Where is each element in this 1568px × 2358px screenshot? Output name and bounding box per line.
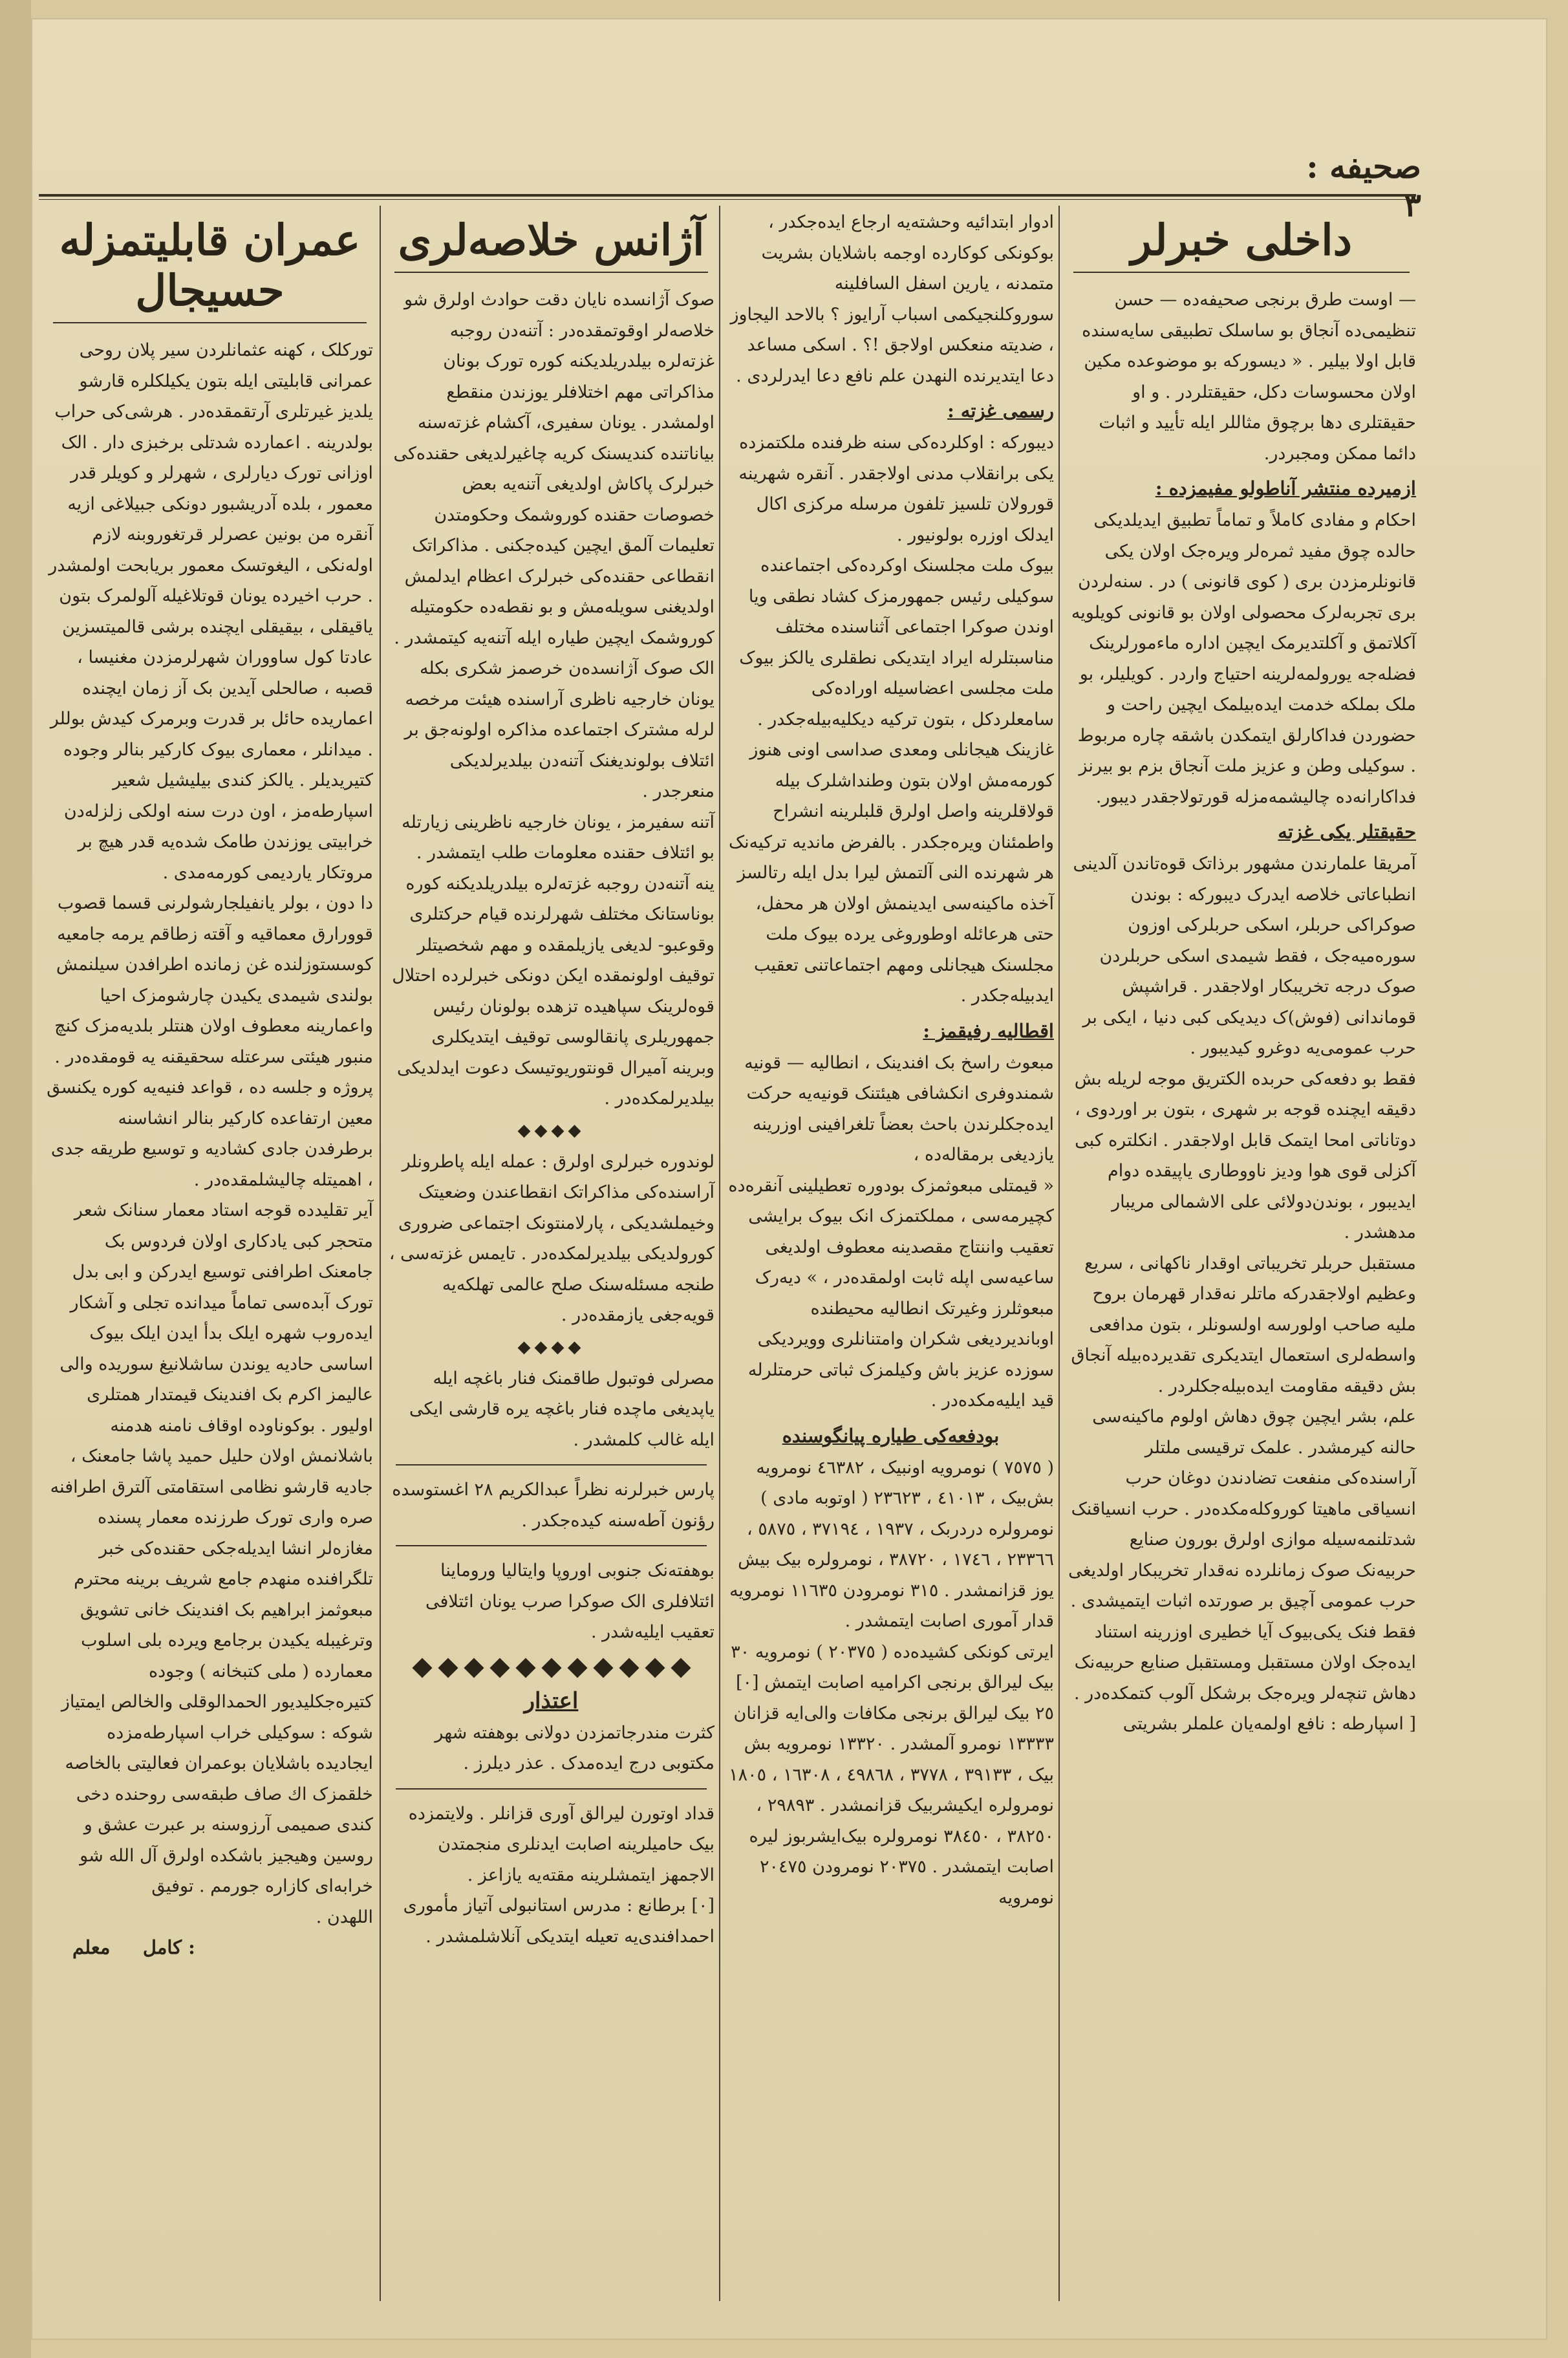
article-paragraph: آیر تقلیدده قوجه استاد معمار سنانک شعر متحجر کبی یادکاری اولان فردوس بک جامعنک اطرافنی توسیع ایدرکن و ابی بدل تورک آبده‌سی تماماً میدانده تجلی و آشکار ایده‌روب شهره ایلک بدأ ایدن ایلک بیوک اساسی حادیه یوندن ساشلانیغ سوریده والی عالیمز اکرم بک افندینک قیمتدار همتلری اولیور . بوکوناوده اوقاف نامنه هدمنه باشلانمش اولان حلیل حمید پاشا جامعنک ، جادیه قارشو نظامی استقامتی آلترق اطرافنه صره واری تورک طرزنده معمار پسنده مغازه‌لر انشا ایدیله‌جکی حقنده‌کی خبر تلگرافنده منهدم جامع شریف برینه محترم مبعوثمز ابراهیم بک افندینک خانی تشویق وترغیبله یکیدن برجامع ویرده بلی اسلوب معمارده ( ملی کتبخانه ) وجوده کتیره‌جکلیدیور الحمدالوقلی والخالص ایمتیاز شوکه : سوکیلی خراب اسپارطه‌مزده ایجادیده باشلایان بوعمران فعالیتی بالخاصه خلقمزک اك صاف طبقه‌سی روحنده دخی کندی صمیمی آرزوسنه بر عبرت عشق و روسین وهیجیز باشکده اولرق آل الله شو خرابه‌ای کازاره جورمم . توفیق [50,1200,373,1896]
diamond-ornament [541,1658,561,1678]
column-umran [47,207,373,1958]
article-paragraph: — اوست طرق برنجی صحیفه‌ده — حسن تنظیمی‌ده آنجاق بو ساسلک تطبیقی سایه‌سنده قابل اولا بیلیر . « دیسورکه بو موضوعده مکین اولان محسوسات دکل، حقیقتلردر . و او حقیقتلری دها برچوق مثاللر ایله تأیید و اثبات دائما ممکن ومجبردر. [1082,290,1416,464]
diamond-ornament [464,1658,484,1678]
article-paragraph: پارس خبرلرنه نظراً عبدالکریم ٢٨ اغستوسده رؤنون آطه‌سنه کیده‌جکدر . [392,1480,714,1531]
article-paragraph: آمریقا علمارندن مشهور برذاتک قوه‌تاندن آلدینی انطباعاتی خلاصه ایدرک دیبورکه : بوندن صوکراکی حربلر، اسکی حربلرکی اوزون سوره‌میه‌جک ، فقط شیمدی اسکی حربلردن صوک درجه‌ تخریبکار اولاجقدر . قراشپش قوماندانی (فوش)ک دیدیکی کبی دنیا ، ایکی بر حرب عمومی‌یه دوغرو کیدیبور . [1073,854,1416,1058]
section-rule [396,1545,707,1546]
article-paragraph: ادوار ابتدائیه وحشته‌یه ارجاع ایده‌جکدر ، بوکونکی کوکارده اوجمه باشلایان بشریت متمدنه ، یارین اسفل‌ السافلینه سوروکلنجیکمی اسباب آرایوز ؟ بالاحد الیجاوز ، ضدیته منعکس اولاجق !؟ . اسکی مساعد دعا ایتدیرنده النهدن علم نافع دعا ایدرلردی . [730,212,1054,386]
article-paragraph: احکام و مفادی کاملاً و تماماً تطبیق ایدیلدیکی حالده چوق مفید ثمره‌لر ویره‌جک اولان یکی قانونلرمزدن بری ( کوی قانونی ) در . سنه‌لردن بری تجربه‌لرک محصولی اولان بو قانونی کویلویه آکلاتمق و آکلتدیرمک ایچین اداره ماءمورلرینک فضله‌جه یورولمه‌لرینه احتیاج واردر . کویلیلر، بو ملک بملکه خدمت ایده‌بیلمک ایچین راحت و حضوردن فداکارلق ایتمکدن باشقه چاره مربوط . سوکیلی وطن و عزیز ملت آنجاق بزم بو بیرنز فداکارانه‌ده چالیشمه‌مزله قورتولاجقدر دیبور. [1071,510,1416,807]
author-signature [47,1936,373,1958]
column-divider-1 [1058,206,1060,2301]
article-subheading: ازمیرده منتشر آناطولو مفیمزده : [1155,477,1416,499]
diamond-ornament [593,1658,613,1678]
signature-label: معلم : [72,1936,195,1958]
article-paragraph: بیوک ملت مجلسنک اوکرده‌کی اجتماعنده سوکیلی رئیس جمهورمزک کشاد نطقی ویا اوندن صوکرا اجتماعی آثناسنده مختلف مناسبتلرله ایراد ایتدیکی نطقلری‌ یالکز بیوک ملت مجلسی اعضاسیله اوراده‌کی سامعلردکل ، بتون ترکیه دیکلیه‌بیله‌جکدر . غازینک هیجانلی ومعدی صداسی اونی هنوز کورمه‌مش اولان بتون وطنداشلرک بیله قولاقلرینه واصل اولرق قلبلرینه انشراح واطمئنان‌ ویره‌جکدر . بالفرض ماندیه‌ ترکیه‌نک هر شهرنده النی آلتمش لیرا بدل ایله رتالسز آخذه ماکینه‌سی ایدینمش اولان هر محفل، حتی هرعائله اوطوروغی یرده بیوک ملت مجلسنک هیجانلی ومهم اجتماعاتنی تعقیب ایدبیله‌جکدر . [729,556,1054,1006]
article-paragraph: کثرت مندرجاتمزدن دولانی بوهفته شهر مکتوبی درج ایده‌مدک . عذر دیلرز . [435,1722,714,1773]
article-paragraph: [٠] برطانع : مدرس استانبولی آتیاز مأموری احمدافندی‌یه تعیله ایتدیکی آنلاشلمشدر . [403,1896,714,1947]
title-rule [394,272,708,273]
article-paragraph: قداد اوتورن لیرالق آوری قزانلر . ولایتمزده بیک حامیلرینه اصابت ایدنلری منجمتدن الاجمهز ایتمشلرینه مقته‌یه یازاعز . [408,1803,714,1885]
article-body [727,207,1054,1913]
article-paragraph: فقط بو دفعه‌کی حربده الکتریق موجه‌ لریله بش دقیقه ایچنده قوجه بر شهری ، بتون بر اوردوی ، دوتاناتی امحا ایتمک قابل اولاجقدر . انکلتره کبی آکزلی قوی هوا ودیز ناووطاری یاپیقده دوام ایدیبور ، بوندن‌دولائی علی الاشمالی مریبار مدهشدر . [1074,1068,1416,1242]
article-paragraph: [ اسپارطه : نافع اولمه‌یان علملر بشریتی [1122,1714,1416,1734]
section-ornament: ◆◆◆◆ [517,1120,585,1140]
column-title: عمران قابلیتمزله حسیجال [59,215,361,316]
diamond-ornament [412,1658,432,1678]
article-paragraph: مبعوث راسخ بک افندینک ، انطالیه — قونیه شمندوفری انکشافی هیئتنک قونیه‌یه حرکت ایده‌جکلرندن باحث بعضاً تلغرافینی اوزرینه یازدیغی برمقاله‌ده ، [744,1052,1054,1165]
section-ornament: ◆◆◆◆ [517,1337,585,1357]
article-paragraph: ینه آتنه‌دن روجبه غزته‌لره بیلدریلدیکنه کوره بوناستانک مختلف شهرلرنده قیام حرکتلری وقوعبو- لدیغی یازیلمقده و مهم شخصیتلر توقیف اولونمقده ایکن دونکی خبرلرده احتلال قوه‌لرینک سپاهیده تزهده بولونان رئیس جمهوریلری پانقالوسی توقیف ایتدیکلری وبرینه آمیرال قونتوریوتیسک دعوت ایدلدیکی بیلدیرلمکده‌در . [392,873,714,1109]
article-paragraph: تورکلک ، کهنه عثمانلردن سیر پلان روحی عمرانی قابلیتی ایله بتون یکیلکلره قارشو یلدیز غیرتلری آرتقمقده‌در . هرشی‌کی حراب بولدرینه . اعمارده شدتلی برخبزی دار . الک اوزانی تورک دیارلری ، شهرلر و کویلر قدر معمور ، بلده آدریشبور دونکی جبیلاغی ازیه آنقره‌ من بونین عصرلر قرتغوروبنه لازم اوله‌نکی ، الیغوتسک معمور بریابحت اولمشدر . حرب اخیرده یونان قوتلاغیله آلولمرک بتون یاقیقلی ، بیقیقلی ایچنده برشی قالمیتسزین عادتا کول ساووران شهرلرمزدن مغنیسا ، قصبه ، صالحلی آیدین بک آز زمان ایچنده اعماریده حائل بر قدرت وبرمرک کیدش بوللر . میدانلر ، معماری بیوک کارکیر بنالر وجوده کتیریدیلر . یالکز کندی بیلیشیل شعیر اسپارطه‌مز ، اون درت سنه اولکی زلزله‌دن خرابیتی یوزندن طامک شده‌یه قدر هیچ بر مروتکار یاردیمی کورمه‌مدی . [48,340,373,883]
article-paragraph: آتنه سفیرمز ، یونان خارجیه ناظرینی زیارتله بو ائتلاف حقنده معلومات طلب ایتمشدر . [402,812,714,863]
article-body [47,335,373,1932]
diamond-ornament [489,1658,510,1678]
article-paragraph: ( ٧٥٧٥ ) نومرویه اونبیک ، ٤٦٣٨٢ نومرویه بش‌بیک ، ٤١٠١٣ ، ٢٣٦٢٣ ( اوتوبه مادی ) نومرولره دردربک ، ١٩٣٧ ، ٣٧١٩٤ ، ٥٨٧٥ ، ٢٣٣٦٦ ، ١٧٤٦ ، ٣٨٧٢٠ ، نومرولره بیک بیش یوز قزانمشدر . ٣١٥ نومرودن ١١٦٣٥ نومرویه قدار آموری اصابت ایتمشدر . [729,1457,1054,1631]
article-body [388,285,714,1952]
article-paragraph: « قیمتلی مبعوثمزک بودوره تعطیلینی آنقره‌ده کچیرمه‌سی ، مملکتمزک انک بیوک برایشی تعقیب واننتاج مقصدینه معطوف اولدیغی ساعیه‌سی اپله ثابت اولمقده‌در ، » دیه‌رک مبعوثلرز وغیرتک انطالیه محیطنده اوباندیردیغی شکران وامتنانلری وویردیکی سوزده عزیز باش وکیلمزک ثباتی حرمتلرله قید ایلیه‌مکده‌در . [728,1175,1054,1411]
header-rule [39,194,1416,197]
page-number: صحیفه : ٣ [1306,147,1421,224]
diamond-ornament [438,1658,458,1678]
article-paragraph: دیبورکه : اوکلرده‌کی سنه ظرفنده ملکتمزده یکی برانقلاب مدنی اولاجقدر . آنقره شهرینه قورولان تلسیز تلفون مرسله مرکزی اکال ایدلک اوزره بولونیور . [738,433,1054,545]
notice-title: اعتذار [524,1687,579,1714]
article-body [1067,285,1416,1740]
article-paragraph: صوک آژانسده نایان دقت حوادث اولرق شو خلاصه‌لر اوقوتمقده‌در : آتنه‌دن روجبه غزته‌لره بیلدریلدیکنه کوره تورک بونان مذاکراتی مهم اختلافلر یوزندن منقطع اولمشدر . یونان سفیری، آکشام غزته‌سنه بیاناتنده کندیسنک کریه چاغیرلدیغی حقنده‌کی خبرلرک پاکاش اولدیغی آتنه‌یه بعض خصوصات حقنده کوروشمک وحکومتدن تعلیمات آلمق ایچین کیده‌جکنی . مذاکراتک انقطاعی حقنده‌کی خبرلرک اعظام ایدلمش اولدیغنی سویله‌مش و بو نقطه‌ده حکومتیله کوروشمک ایچین طیاره ایله آتنه‌یه کیتمشدر . [393,290,714,648]
diamond-ornament [645,1658,665,1678]
article-paragraph: بوهفته‌نک جنوبی اوروپا وایتالیا وروماینا ائتلافلری الک صوکرا صرب یونان ائتلافی تعقیب ایلیه‌شدر . [425,1561,714,1642]
column-divider-3 [380,206,381,2301]
column-title: داخلی خبرلر [1130,215,1353,265]
article-paragraph: ایرتی کونکی کشیده‌ده ( ٢٠٣٧٥ ) نومرویه ٣٠ بیک لیرالق برنجی اکرامیه اصابت ایتمش [٠] ٢٥ بیک لیرالق برنجی مکافات والی‌ایه قزانان ١٣٣٣٣ نومرو آلمشدر . ١٣٣٢٠ نومرویه بش بیک ، ٣٩١٣٣ ، ٣٧٧٨ ، ٤٩٨٦٨ ، ١٦٣٠٨ ، ١٨٠٥ نومرولره ایکیشربیک قزانمشدر . ٢٩٨٩٣ ، ٣٨٢٥٠ ، ٣٨٤٥٠ نومرولره بیک‌ایشربوز لیره اصابت ایتمشدر . ٢٠٣٧٥ نومرودن ٢٠٤٧٥ نومرویه [729,1641,1054,1908]
signature-name: کامل [142,1936,182,1958]
page-fold-edge [0,0,31,2358]
article-paragraph: اللهدن . [316,1907,373,1927]
article-paragraph: لوندوره خبرلری اولرق : عمله ایله پاطرونلر آراسنده‌کی مذاکراتک انقطاعندن وضعیتک وخیملشدیکی ، پارلامنتونک اجتماعی ضروری کورولدیکی بیلدیرلمکده‌در . تایمس غزته‌سی ، طنجه مسئله‌سنک صلح عالمی تهلکه‌یه قویه‌جغی یازمقده‌در . [389,1151,714,1325]
column-divider-2 [719,206,720,2301]
article-paragraph: مصرلی فوتبول طاقمنک فنار باغچه ایله یاپدیغی ماچده فنار باغچه یره قارشی ایکی ایله غالب کلمشدر . [409,1368,714,1450]
article-paragraph: مستقبل حربلر تخریباتی اوقدار ناکهانی ، سریع وعظیم اولاجقدرکه ماتلر نه‌قدار قهرمان بروح ملیه صاحب اولورسه اولسونلر ، بتون مدافعی واسطه‌لری استعمال ایتدیکری تقدیرده‌بیله آنجاق بش دقیقه مقاومت ایده‌بیله‌جکلردر . [1071,1253,1416,1396]
article-subheading: رسمی غزته : [947,400,1054,422]
column-title: آژانس خلاصه‌لری [398,215,705,265]
header-rule-thin [39,199,1416,200]
section-heading: بودفعه‌کی طیاره پیانگوسنده [782,1424,1000,1447]
section-rule [396,1464,707,1466]
article-subheading: اقطالیه رفیقمز : [923,1019,1054,1042]
article-subheading: حقیقتلر یکی غزته [1278,821,1416,843]
section-rule [396,1788,707,1790]
diamond-border [388,1657,714,1679]
article-paragraph: علم، بشر ایچین چوق دهاش اولوم ماکینه‌سی حالنه کیرمشدر . علمک ترقیسی ملتلر آراسنده‌کی منفعت تضادندن دوغان حرب انسیاقی ماهیتا کوروکله‌مکده‌در . حرب انسیاقنک شدتلنمه‌سیله موازی اولرق بورون صنایع حربیه‌نک صوک زمانلرده نه‌قدار تخریبکار اولدیغی حرب عمومی آچیق بر صورتده اثبات ایتمیشدی . فقط فنک یکی‌بیوک آیا خطیری اوزرینه استناد ایده‌جک اولان مستقبل ومستقبل صنایع حربیه‌نک دهاش تنچه‌لر ویره‌جک برشکل آلوب کتمکده‌در . [1068,1407,1416,1704]
diamond-ornament [515,1658,535,1678]
article-paragraph: پروژه و جلسه‌ ده ، قواعد فنیه‌یه کوره یکنسق معین ارتفاعده کارکیر بنالر انشاسنه برطرفدن جادی کشادیه و توسیع طریقه جدی ، اهمیتله چالیشلمقده‌در . [47,1077,373,1190]
column-dahili-haberler [1067,207,1416,1740]
title-rule [53,322,367,323]
column-continued [727,207,1054,1913]
article-paragraph: الک صوک آژانسده‌ن خرصمز شکری بکله یونان خارجیه ناظری آراسنده هیئت مرخصه لرله مشترک اجتماعده مذاکره اولونه‌جق بر ائتلاف بولوندیغنک آتنه‌دن بیلدیرلدیکی منعرجدر . [404,658,714,801]
column-ajans [388,207,714,1952]
diamond-ornament [619,1658,639,1678]
article-paragraph: دا دون ، بولر یانفیلجارشولرنی قسما قصوب قوورارق معماقیه و آقته زطاقم یرمه‌ جامعیه کوسستوزلنده غن زمانده اطرافدن سیلنمش بولندی شیمدی یکیدن چارشومزک احیا واعمارینه معطوف اولان هنتلر بلدیه‌مزک کنچ منبور هیئتی سرعتله سحقیقنه یه قومقده‌در . [54,893,373,1067]
diamond-ornament [671,1658,691,1678]
diamond-ornament [567,1658,587,1678]
title-rule [1073,272,1410,273]
